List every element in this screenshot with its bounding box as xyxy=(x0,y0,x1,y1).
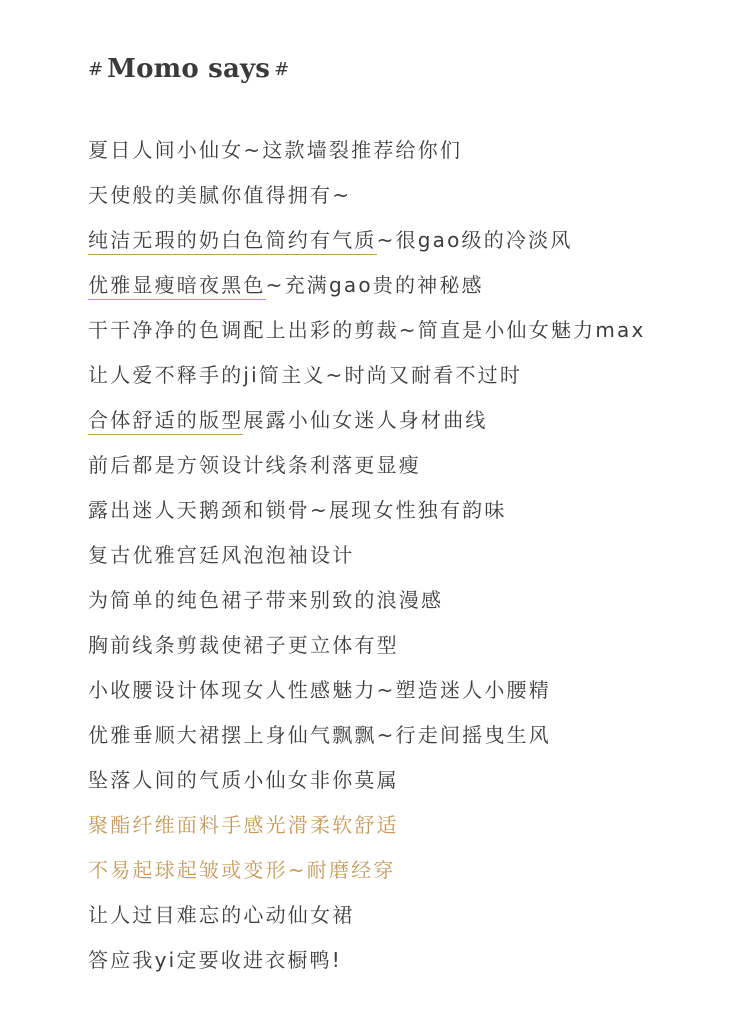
underlined-highlight: 优雅显瘦暗夜黑色 xyxy=(88,273,266,300)
description-line xyxy=(88,268,738,313)
underlined-highlight: 纯洁无瑕的奶白色简约有气质 xyxy=(88,228,377,255)
description-line: 露出迷人天鹅颈和锁骨~展现女性独有韵味 xyxy=(88,498,507,522)
line-rest: 展露小仙女迷人身材曲线 xyxy=(243,408,488,432)
material-highlight-line: 不易起球起皱或变形~耐磨经穿 xyxy=(88,858,396,882)
description-line: 干干净净的色调配上出彩的剪裁~简直是小仙女魅力max xyxy=(88,318,646,342)
description-line: 夏日人间小仙女~这款墙裂推荐给你们 xyxy=(88,138,463,162)
heading-title: Momo says xyxy=(107,54,271,84)
description-line: 小收腰设计体现女人性感魅力~塑造迷人小腰精 xyxy=(88,678,551,702)
heading-hash-left: # xyxy=(88,59,104,80)
description-line: 答应我yi定要收进衣橱鸭! xyxy=(88,948,343,972)
description-line xyxy=(88,403,738,448)
description-line: 为简单的纯色裙子带来别致的浪漫感 xyxy=(88,588,444,612)
material-highlight-line: 聚酯纤维面料手感光滑柔软舒适 xyxy=(88,813,399,837)
description-line: 胸前线条剪裁使裙子更立体有型 xyxy=(88,633,399,657)
line-rest: ~很gao级的冷淡风 xyxy=(376,228,573,252)
description-line: 让人过目难忘的心动仙女裙 xyxy=(88,903,355,927)
description-line: 前后都是方领设计线条利落更显瘦 xyxy=(88,453,421,477)
description-lines xyxy=(88,133,738,988)
line-rest: ~充满gao贵的神秘感 xyxy=(265,273,484,297)
description-line: 复古优雅宫廷风泡泡袖设计 xyxy=(88,543,355,567)
section-heading xyxy=(88,54,289,84)
description-line: 坠落人间的气质小仙女非你莫属 xyxy=(88,768,399,792)
description-line: 让人爱不释手的ji简主义~时尚又耐看不过时 xyxy=(88,363,523,387)
description-line: 优雅垂顺大裙摆上身仙气飘飘~行走间摇曳生风 xyxy=(88,723,551,747)
description-line xyxy=(88,223,738,268)
underlined-highlight: 合体舒适的版型 xyxy=(88,408,243,435)
heading-hash-right: # xyxy=(274,59,290,80)
description-line: 天使般的美腻你值得拥有~ xyxy=(88,183,352,207)
